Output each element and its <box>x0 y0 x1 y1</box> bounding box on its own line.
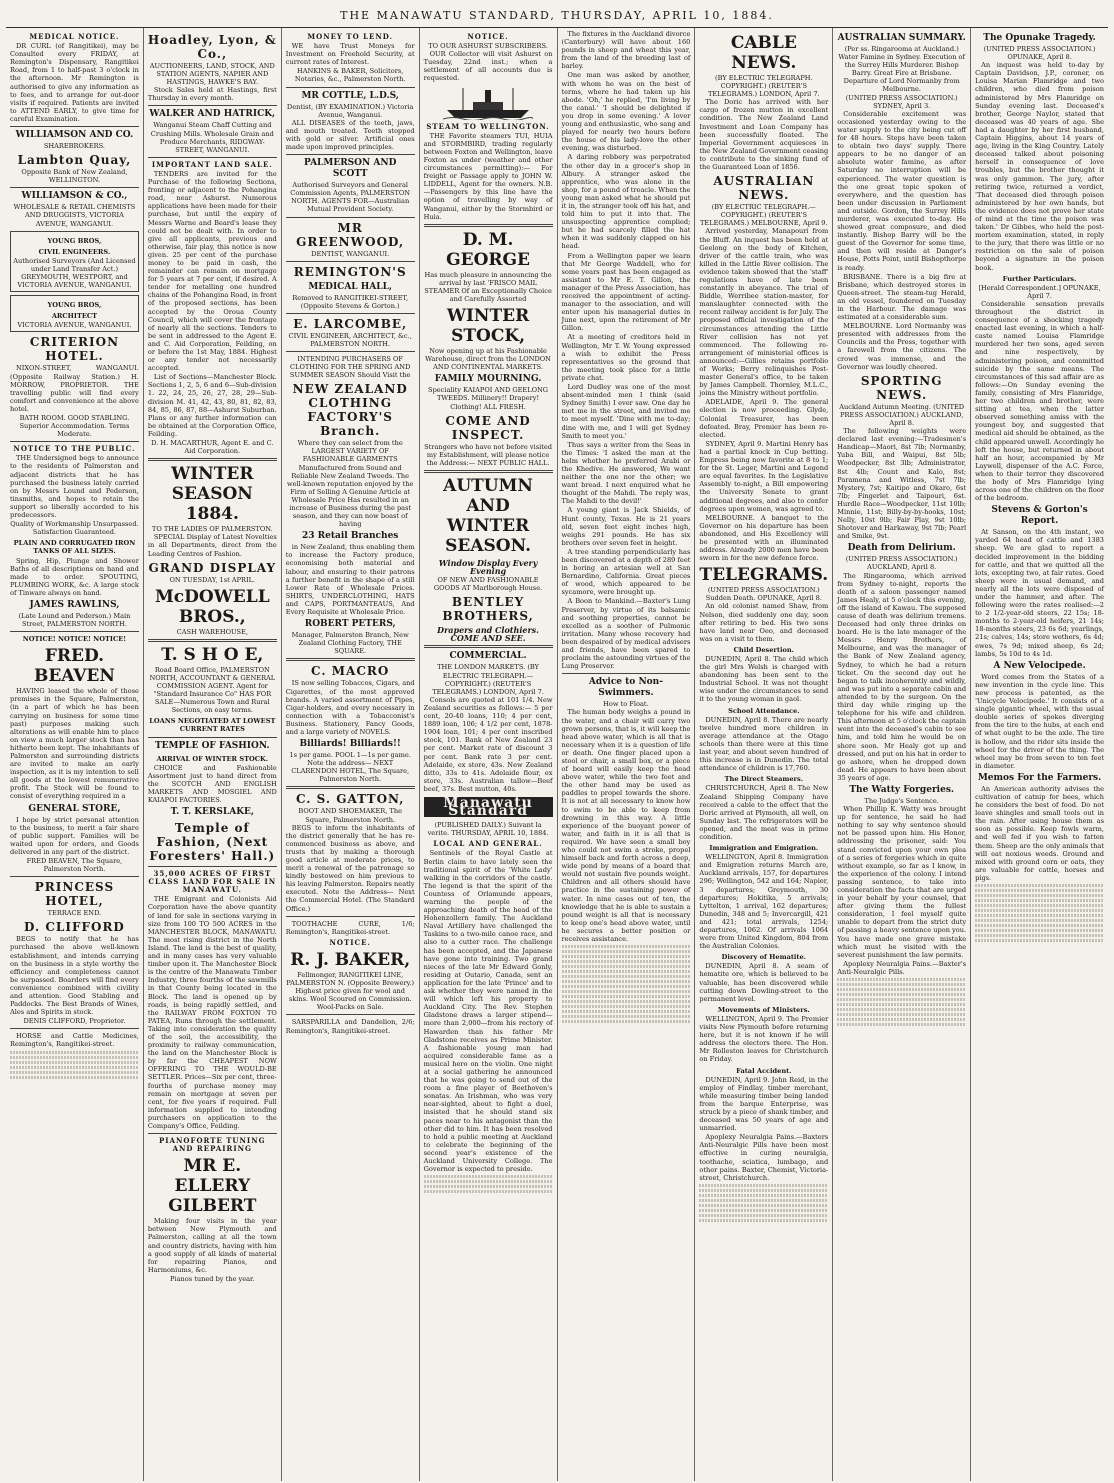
divider <box>424 224 553 227</box>
australian-news-sub: (BY ELECTRIC TELEGRAPH.—COPYRIGHT.) (REUTER'S TELEGRAMS.) MELBOURNE, April 9. <box>700 203 828 228</box>
mcdowell-heading: McDOWELL BROS., <box>154 586 270 627</box>
sporting-heading: SPORTING NEWS. <box>860 373 943 402</box>
young-bros-title-2: YOUNG BROS, <box>47 301 102 310</box>
news-para-0: The fixtures in the Auckland divorce (Canterbury) will have about 160 pounds in sheep and wheat this year, from the land of the breeding last of barley. <box>561 30 691 71</box>
divider <box>424 645 553 648</box>
swimmers-heading: Advice to Non-Swimmers. <box>588 677 663 699</box>
divider <box>286 217 415 218</box>
clothing-body: Where they can select from the LARGEST VARIETY OF FASHIONABLE GARMENTS Manufactured from Sound and Reliable New Zealand Tweeds. The well-known reputation enjoyed by the Firm of Selling A Genuine Article at Wholesale Price Has resulted in an increase of Business during the past season, and they can now boast of having <box>287 439 414 529</box>
immigration-body: WELLINGTON, April 8. Immigration and Emigration returns March are, Auckland arrivals, 157, for departures 296; Wellington, 542 and 164; Napier, 3 departures; Greymouth, 30 departures; Hokitika, 5 arrivals; Lyttelton, 1 arrival, 162 departures; Dunedin, 348 and 5; Invercargill, 421 and 421; total arrivals, 1254; departures, 1062. Of arrivals 1064 were from United Kingdom, 804 from the Australian Colonies. <box>699 853 829 951</box>
lambton-sub: Opposite Bank of New Zealand, WELLINGTON. <box>21 168 128 185</box>
architect-label: ARCHITECT <box>51 312 98 321</box>
normanby-body: MELBOURNE. Lord Normanby was presented with addresses from the Councils and the Press, together with a farewell from the citizens. The crowd was immense, and the Governor was loudly cheered. <box>837 322 967 371</box>
temple-sub: ARRIVAL OF WINTER STOCK. <box>156 754 269 763</box>
divider <box>148 639 277 642</box>
delirium-heading: Death from Delirium. <box>847 543 956 554</box>
stevens-gorton-heading: Stevens & Gorton's Report. <box>991 505 1088 527</box>
palmerson-scott-body: Authorised Surveyors and General Commission Agents, PALMERSTON NORTH. AGENTS FOR—Australian Mutual Provident Society. <box>290 181 411 214</box>
window-display: Window Display Every Evening <box>438 557 538 576</box>
money-lend-signature: HANKINS & BAKER, Solicitors, Notaries, &c., Palmerston North. <box>294 67 406 84</box>
text-filler <box>975 884 1104 942</box>
desertion-heading: Child Desertion. <box>733 645 794 654</box>
gatton-heading: C. S. GATTON, <box>295 792 405 807</box>
opunake-heading: The Opunake Tragedy. <box>983 33 1096 43</box>
text-filler <box>10 1051 139 1079</box>
summary-heading: AUSTRALIAN SUMMARY. <box>837 33 966 43</box>
acres-body: THE Emigrant and Colonists Aid Corporation have the above quantity of land for sale in sections varying in size from 100 TO 500 ACRES in the MANCHESTER BLOCK, MANAWATU. The most rising district in the North Island. The land is the best of quality, and in many cases has very valuable timber upon it. The Manchester Block is the centre of the Manawatu Timber Industry, three fourths of the sawmills in that County being located in the Block. The land is opened up by roads, is being rapidly settled, and the RAILWAY FROM FOXTON TO PATEA, Runs through the settlement. Taking into consideration the quality of the soil, the accessibility, the proximity to railway communication, the land on the Manchester Block is by far the CHEAPEST NOW OFFERING TO THE WOULD-BE SETTLER. Prices—Six per cent, three-fourths of purchase money may remain on mortgage at seven per cent, for five years if required. Full information supplied to intending purchasers on application to the Company's Office, Feilding. <box>147 895 277 1130</box>
medical-notice-heading: MEDICAL NOTICE. <box>29 32 120 41</box>
australian-news-heading: AUSTRALIAN NEWS. <box>713 174 815 203</box>
larcombe-sub: CIVIL ENGINEER, ARCHITECT, &c., PALMERSTON NORTH. <box>288 331 412 348</box>
farmers-heading: Memos For the Farmers. <box>977 772 1102 783</box>
forgeries-heading: The Watty Forgeries. <box>849 784 955 795</box>
gilbert-body: Making four visits in the year between New Plymouth and Palmerston, calling at all the town and country districts, having with him a good supply of all kinds of material for repairing Pianos, and Harmoniums, &c. <box>147 1217 277 1274</box>
kerslake-sub: Temple of Fashion, (Next Foresters' Hall.) <box>149 821 276 864</box>
summary-dateline: (UNITED PRESS ASSOCIATION.) SYDNEY, April 3. <box>845 93 958 110</box>
column-5 <box>558 28 696 1481</box>
divider <box>10 441 139 442</box>
cable-news-sub: (BY ELECTRIC TELEGRAPH. COPYRIGHT.) (REUTER'S TELEGRAMS.) LONDON, April 7. <box>707 74 820 99</box>
cable-news-heading: CABLE NEWS. <box>730 33 797 73</box>
news-para-4: At a meeting of creditors held in Wellington, Mr T. W. Young expressed a wish to exhibit the Press representatives so the ground that the meeting took place for a little private chat. <box>561 333 691 382</box>
greenwood-sub: DENTIST, WANGANUI. <box>311 249 390 258</box>
news-para-1: One man was asked by another, with whom he was on the best of terms, where he had taken up his abode. 'Oh,' he replied, 'I'm living by the canal.' 'I should be delighted if you drop in some evening.' A lover young and enthusiastic, who sang and played for nearly two hours before the house of his lady-love the other evening, was disturbed. <box>561 71 691 153</box>
toothache-ad: TOOTHACHE CURE, 1/6; Remington's, Rangitikei-street. <box>285 919 415 936</box>
divider <box>10 1028 139 1029</box>
news-para-2: A daring robbery was perpetrated the other day in a grocer's shop in Albury. A stranger asked the apprentice, who was alone in the shop, for a pound of treacle. When the young man asked what he should put it in, the stranger took off his hat, and told him to put it into that. The unsuspecting apprentice complied; but he had scarcely filled the hat when it was suddenly clapped on his head. <box>561 153 691 251</box>
adelaide-body: ADELAIDE, April 9. The general election is now proceeding. Glyde, Colonial Treasurer, has been defeated. Bray, Premier has been re-elected. <box>699 398 829 439</box>
local-general-body: Sentinels of the Royal Castle at Berlin claim to have lately seen the traditional spirit of the 'White Lady' walking in the corridors of the castle. The legend is that the spirit of the Countess of Orlamunde appears, warning the people of the approaching death of the head of the Hohenzollern family. The Auckland Naval Artillery have challenged the Taskins to a two-mile canoe race, and also to a cutter race. The challenge has been accepted, and the Japanese have gone into training. Two grand nieces of the late Mr Edward Gonly, residing at Outario, Canada, sent an application for the late 'Prince' and to ask whether they were named in the will which left his property to Auckland City. The Rev. Stephen Gladstone draws a larger stipend—more than 2,000—from his rectory of Hawarden than his father Mr Gladstone receives as Prime Minister. A fashionable young man had acquired considerable fame as a musical hero on the violin. One night at a social gathering he announced that he was going to send out of the room a fine player of Beethoven's sonatas. An Irishman, who was very near-sighted, about to fight a duel, insisted that he should stand six paces near to his antagonist than the other did to him. It has been resolved to hold a public meeting at Auckland to celebrate the beginning of the second year's existence of the Auckland University College. The Governor is expected to preside. <box>423 849 553 1174</box>
criterion-body: NIXON-STREET, WANGANUI. (Opposite Railway Station.) H. MORROW, PROPRIETOR. THE travelling public will find every comfort and convenience at the above hotel. <box>10 364 139 413</box>
text-filler <box>699 1184 828 1222</box>
divider <box>10 187 139 188</box>
divider <box>148 1133 277 1134</box>
telegrams-heading: TELEGRAMS. <box>699 565 829 586</box>
swimmers-sub: How to Float. <box>603 700 649 709</box>
delirium-body: The Ringarooma, which arrived from Sydney to-night, reports the death of a saloon passenger named James Healy, at 5 o'clock this evening, off the island of Kawau. The supposed cause of death was delirium tremens. Deceased had only three drinks on board. He is the late manager of the Messrs Henry Brothers, of Melbourne, and was the manager of the Bank of New Zealand agency, Sydney, to which he had a return ticket. On the second day out he began to talk incoherently and wildly, and was put into a separate cabin and attended to by the surgeon. On the third day while ringing up the telephone for his wife and children. This afternoon at 5 o'clock the captain went into the deceased's cabin to see him, and told him he would be on shore soon. Mr Healy got up and dressed, and put on his hat in order to go ashore, when he dropped down dead. He appears to have been about 35 years of age. <box>837 571 967 782</box>
gilbert-heading: MR E. ELLERY GILBERT <box>168 1156 257 1217</box>
farmers-body: An American authority advises the cultivation of catnip for bees, which he considers the best of food. Do not leave shingles and small tools out in the rain. After using house them as soon as possible. Keep fowls warm, and well fed if you wish to fatten them. Sheep are the only animals that will eat noxious weeds. Ground and mixed with ground corn or oats, they are valuable for cattle, horses and pigs. <box>975 784 1104 882</box>
news-para-8: A tree standing perpendicularly has been discovered at a depth of 289 feet in boring an artesian well at San Bernardino, California. Great pieces of wood, which appeared to be sycamore, were brought up. <box>561 547 691 597</box>
clifford-heading: D. CLIFFORD <box>24 920 125 935</box>
tanks-heading: PLAIN AND CORRUGATED IRON TANKS OF ALL SIZES. <box>13 539 136 556</box>
fatal-accident-heading: Fatal Accident. <box>736 1066 792 1075</box>
retail-branches-heading: 23 Retail Branches <box>302 531 399 542</box>
summary-topics: Water Famine in Sydney. Execution of the Surrey Hills Murderer. Bishop Barry. Great Fire at Brisbane. Departure of Lord Normanby from Melbourne. <box>838 53 965 94</box>
acres-heading: 35,000 ACRES OF FIRST CLASS LAND FOR SALE IN MANAWATU. <box>148 869 277 895</box>
steamers-body: CHRISTCHURCH, April 8. The New Zealand Shipping Company have received a cable to the effect that the Doric arrived at Plymouth, all well, on Sunday last. The refrigerators will be opened, and the meat was in prime condition. <box>699 784 829 841</box>
princess-hotel-heading: PRINCESS HOTEL, <box>34 880 115 909</box>
land-sale-body: TENDERS are invited for the Purchase of the following Sections, fronting or adjacent to the Pohangina road, near Ashurst. Numerous applications have been made for their purchase, but until the expiry of Messrs Warne and Beard's lease they could not be dealt with. In order to give all applicants, previous and otherwise, fair play, this notice is now given. 25 per cent of the purchase money to be paid in cash, the remainder can remain on mortgage for 5 years at 7 per cent, if desired. A tender for metalling one hundred chains of the Pohangina Road, in front of the proposed sections, has been accepted by the Oroua County Council, which will cover the frontage of nearly all the sections. Tenders to be sent in addressed to the Agent E. and C. Aid Corporation, Feilding, on or before the 1st May, 1884. Highest or any tender not necessarily accepted. <box>147 169 277 373</box>
kerslake-heading: T. T. KERSLAKE, <box>170 807 255 818</box>
williamson-chem-sub: WHOLESALE & RETAIL CHEMISTS AND DRUGGISTS, VICTORIA AVENUE, WANGANUI. <box>13 203 136 228</box>
standard-sub: (PUBLISHED DAILY.) Suivant la verite. THURSDAY, APRIL 10, 1884. <box>427 821 549 838</box>
palmerson-scott-heading: PALMERSON AND SCOTT <box>303 158 397 180</box>
news-para-5: Lord Dudley was one of the most absent-minded men I think (said Sydney Smith) I ever saw. One day he met me in the street, and invited me to meet myself. 'Dine with me to-day; dine with me, and I will get Sydney Smith to meet you.' <box>561 383 691 440</box>
marlborough-body: OF NEW AND FASHIONABLE GOODS AT Marlborough House. <box>433 576 543 593</box>
neuralgia-ad: Apoplexy Neuralgia Pains.—Baxters Anti-Neuralgic Pills have been most effective in curing neuralgia, toothache, sciatica, lumbago, and other pains. Baxter, Chemist, Victoria-street, Christchurch. <box>699 1133 829 1182</box>
divider <box>286 261 415 262</box>
divider <box>286 351 415 352</box>
hoadley-sub: AUCTIONEERS, LAND, STOCK, AND STATION AGENTS, NAPIER AND HASTINGS, HAWKE'S BAY. <box>149 62 275 87</box>
forgeries-body: When Phillip K. Watty was brought up for sentence, he said he had nothing to say why sentence should not be passed upon him. His Honor, addressing the prisoner, said: You stand convicted upon your own plea of a series of forgeries which in quite without example, so far as I know, in the experience of the colony. I intend passing sentence, to take into consideration the facts that are urged in your behalf by your counsel, that after giving them the fullest consideration, I feel myself quite unable to depart from the strict duty of passing a heavy sentence upon you. You have made one grave mistake which must be visited with the severest punishment the law permits. <box>837 805 967 959</box>
ministers-heading: Movements of Ministers. <box>717 1005 810 1014</box>
divider <box>286 786 415 789</box>
divider <box>10 876 139 877</box>
sydney-body: SYDNEY, April 9. Martini Henry has had a partial knock in Cup betting. Empress being now favorite at 8 to 1; for the St. Leger, Martini and Legend are equal favorites. In the Legislative Assembly to-night, a Bill empowering the University Senate to grant additional degrees, and also to confer degrees upon women, was agreed to. <box>699 439 829 513</box>
divider <box>148 458 277 461</box>
george-body: Has much pleasure in announcing the arrival by last 'FRISCO MAIL STEAMER Of an Exceptionally Choice and Carefully Assorted <box>424 270 552 303</box>
remington-heading: REMINGTON'S <box>293 264 407 279</box>
steam-body: THE Favorite steamers TUI, HUIA and STORMBIRD, trading regularly between Foxton and Wellington, leave Foxton as under (weather and other circumstances permitting):— For freight or Passage apply to JOHN W. LIDDELL, Agent for the owners. N.B.—Passengers by this line have the option of travelling by way of Wanganui, either by the Stormbird or Huia. <box>423 131 553 221</box>
criterion-amenities: BATH ROOM. GOOD STABLING. Superior Accommodation. Terms Moderate. <box>19 414 130 439</box>
sporting-body: The following weights were declared last evening:—Tradesmen's Handicap—Maori, 8st 7lb; Normanby, Yuba Bill, and Waipui, 8st 5lb; Woodpecker, 8st 3lb; Administrator, 8st 4lb; Count and Kalo, 8st; Paramena and Witless, 7st 7lb; Mystery, 7st; Kaitipo and Okaro, 6st 7lb; Fingerlet and Taipouri, 6st. Hurdle Race—Woodpecker, 11st 10lb; Minnie, 11st; Billy-by-by-hooks, 10st; Nelly, 10st 9lb; Fair Play, 9st 10lb; Shotover and Harkaway, 9st 7lb; Pearl and Smike, 9st. <box>837 427 967 541</box>
local-general-heading: LOCAL AND GENERAL. <box>433 839 543 849</box>
columns <box>6 28 1108 1481</box>
land-sale-sections: List of Sections—Manchester Block. Sections 1, 2, 5, 6 and 6—Sub-division 1. 22, 24, 25, 26, 27, 28, 29—Sub-division M. 41, 42, 43, 80, 81, 82, 83, 84, 85, 86, 87, 88—Ashurst Suburban. Plans or any further information can be obtained at the Corporation Office, Feilding. <box>147 373 277 438</box>
divider <box>286 154 415 155</box>
column-1 <box>6 28 144 1481</box>
steam-heading: STEAM TO WELLINGTON. <box>426 121 550 131</box>
cottle-sub: Dentist, (BY EXAMINATION.) Victoria Avenue, Wanganui. <box>286 102 414 119</box>
williamson-heading: WILLIAMSON AND CO. <box>15 130 134 141</box>
billiards-heading: Billiards! Billiards!! <box>299 739 401 750</box>
divider <box>10 126 139 127</box>
loans-heading: LOANS NEGOTIATED AT LOWEST CURRENT RATES <box>149 717 276 734</box>
medical-notice-body: DR CURL (of Rangitikei), may be Consulted every FRIDAY, at Remington's Dispensary, Rangitikei Road, from 1 to half-past 3 o'clock in the afternoon. Mr Remington is authorised to give any information as to fees, and to arrange for out-door visits if required. Patients are invited to ATTEND EARLY, to give time for careful Examination. <box>10 42 139 123</box>
sudden-death-body: An old colonist named Shaw, from Nelson, died suddenly one day, soon after retiring to bed. His two sons have land near Oeo, and deceased was on a visit to them. <box>699 602 829 643</box>
winter-season-heading: WINTER SEASON 1884. <box>171 464 254 525</box>
young-bros-box <box>10 231 139 293</box>
text-filler <box>837 978 966 1026</box>
column-7 <box>833 28 971 1481</box>
divider <box>286 1014 415 1015</box>
column-4 <box>420 28 558 1481</box>
gilbert-note: Pianos tuned by the year. <box>170 1274 255 1283</box>
column-3 <box>282 28 420 1481</box>
forgeries-sub: The Judge's Sentence. <box>864 796 939 805</box>
neuralgia-ad-2: Apoplexy Neuralgia Pains.—Baxter's Anti-Neuralgic Pills. <box>837 959 967 976</box>
peters-heading: ROBERT PETERS, <box>304 619 396 630</box>
divider <box>424 470 553 473</box>
notice-ashurst-body: OUR Collector will visit Ashurst on Tuesday, 22nd inst.; when a settlement of all accounts due is requested. <box>423 50 553 83</box>
grand-display-date: ON TUESDAY, 1st APRIL. <box>169 575 256 584</box>
divider <box>286 313 415 314</box>
notice-public-heading: NOTICE TO THE PUBLIC. <box>13 444 136 454</box>
hematite-heading: Discovery of Hematite. <box>721 953 806 962</box>
general-store-body: I hope by strict personal attention to the business, to merit a fair share of public support. Families will be waited upon for orders, and Goods delivered in any part of the district. <box>10 815 139 856</box>
australian-news-body: Arrived yesterday, Manapouri from the Bluff. An inquest has been held at Geelong on the body of Kitchen, driver of the cattle train, who was killed in the Little River collision. The evidence taken showed that the 'staff' regulations have of late been constantly in abeyance. The trial of Biddle, Werribee station-master, for manslaughter connected with the recent railway accident is for July. The proposed official investigation of the circumstances attending the Little River collision has not yet commenced. The following re-arrangement of ministerial offices is announced:—Gillies retains portfolio of Works; Berry relinquishes Post-master General's office, to be taken by James Campbell. Thornley, M.L.C., joins the Ministry without portfolio. <box>699 227 829 398</box>
news-para-9: A Boon to Mankind.—Baxter's Lung Preserver, by virtue of its balsamic and soothing properties, cannot be excelled as a soother of Pulmonic irritation. Many whose recovery had been despaired of by medical advisers and friends, have been spared to proclaim the astounding virtues of the Lung Preserver. <box>561 597 691 671</box>
hematite-body: DUNEDIN, April 8. A seam of hematite ore, which is believed to be valuable, has been discovered while cutting down Dowling-street to the permanent level. <box>699 962 829 1003</box>
piano-heading: PIANOFORTE TUNING AND REPAIRING <box>159 1136 266 1154</box>
gatton-body: BEGS to inform the inhabitants of the district generally that he has re-commenced business as above, and trusts that by making a thorough good article at moderate prices, to merit a renewal of the patronage so kindly bestowed on him previous to his leaving Palmerston. Repairs neatly executed. Note the Address— Next the Commercial Hotel. (The Standard Office.) <box>285 823 415 913</box>
clifford-signature: DENIS CLIFFORD, Proprietor. <box>23 1017 126 1026</box>
stevens-gorton-body: At Sanson, on the 4th instant, we yarded 64 head of cattle and 1383 sheep. We are glad to report a decided improvement in the bidding for cattle, and that we quitted all the lots, excepting two, at fair rates. Good sheep were in usual demand, and nearly all the lots were disposed of under the hammer, and after. The following were the rates realised:—2 to 2 1/2-year-old steers, 22 15s; 18-months to 2-year-old heifers, 21 14s; 18-months steers, 23 6s 6d; yearlings, 21s; calves, 14s; store wethers, 6s 4d; ewes, 7s 9d; mixed sheep, 6s 2d; lambs, 5s 10d to 4s 1d. <box>975 528 1104 658</box>
rawlins-sub: (Late Lound and Pederson.) Main Street, PALMERSTON NORTH. <box>18 611 131 629</box>
swimmers-body: The human body weighs a pound in the water, and a chair will carry two grown persons, that is, it will keep the head above water, which is all that is necessary when it is a question of life or death. One finger placed upon a stool or chair, a small box, or a piece of board will easily keep the head above water, while the two feet and the other hand may be used as paddles to propel towards the shore. It is not at all necessary to know how to swim to be able to keep from drowning in this way. A little experience of the buoyant power of water, and faith in it is all that is required. We have seen a small boy who could not swim a stroke, propel himself back and forth across a deep, wide pond by means of a board that would not sustain five pounds weight. Children and all others should have practice in the sustaining power of water. In nine cases out of ten, the knowledge that he is able to sustain a pound weight is all that is necessary to keep one's head above water, until he secures a better position or receives assistance. <box>561 708 691 944</box>
autumn-heading: AUTUMN AND WINTER SEASON. <box>443 475 533 556</box>
criterion-heading: CRITERION HOTEL. <box>29 335 120 364</box>
news-para-3: From a Wellington paper we learn that Mr George Waddell, who for some years past has been engaged as assistant to Mr E. T. Gillon, the manager of the Press Association, has received the appointment of acting-manager to the association, and will enter upon his managerial duties in June next, upon the retirement of Mr Gillon. <box>561 251 691 333</box>
winter-season-sub: TO THE LADIES OF PALMERSTON. <box>151 525 273 534</box>
news-para-7: A young giant is Jack Shields, of Hunt county, Texas. He is 21 years old, seven feet eight inches high, weighs 291 pounds. He has six brothers over seven feet in height. <box>561 506 691 547</box>
winter-season-body: SPECIAL Display of Latest Novelties in all Departments, direct from the Leading Centres of Fashion. <box>147 533 277 558</box>
notice-ashurst-sub: TO OUR ASHURST SUBSCRIBERS. <box>428 42 548 51</box>
immigration-heading: Immigration and Emigration. <box>709 844 819 853</box>
notice-triple-heading: NOTICE! NOTICE! NOTICE! <box>22 635 127 644</box>
attendance-body: DUNEDIN, April 8. There are nearly twelve hundred more children in average attendance at the Otago schools than there were at this time last year, and about seven hundred of this increase is in Dunedin. The total attendance of children is 17,760. <box>699 715 829 773</box>
williamson-chem-heading: WILLIAMSON & CO., <box>21 191 128 202</box>
temple-body: CHOICE and Fashionable Assortment just to hand direct from the SCOTCH AND ENGLISH MARKETS AND MOSGIEL AND KAIAPOI FACTORIES. <box>147 763 277 804</box>
steamship-icon <box>443 86 533 120</box>
young-bros-engineers: CIVIL ENGINEERS. <box>38 247 111 256</box>
medical-hall-heading: MEDICAL HALL, <box>308 281 393 292</box>
land-sale-heading: IMPORTANT LAND SALE. <box>151 159 273 169</box>
horse-medicine-ad: HORSE and Cattle Medicines, Remington's, Rangitikei-street. <box>10 1032 139 1049</box>
delirium-sub: (UNITED PRESS ASSOCIATION.) AUCKLAND, April 8. <box>845 555 958 572</box>
masthead: THE MANAWATU STANDARD, THURSDAY, APRIL 10, 1884. <box>6 6 1108 28</box>
cable-news-body: The Doric has arrived with her cargo of frozen mutton in excellent condition. The New Zealand Land Investment and Loan Company has been successfully floated. The Imperial Government acquiesces in the New Zealand Government ceasing to contribute to the sinking fund of the Guaranteed Loan of 1856. <box>699 98 829 172</box>
money-lend-body: WE have Trust Moneys for Investment on Freehold Security, at current rates of Interest. <box>285 42 415 67</box>
velocipede-body: Word comes from the States of a new invention in the cycle line. This new process is patented, as the 'Unicycle Velocipede.' It consists of a single gigantic wheel, with the usual double series of spokes diverging from the tire to the hubs, at each end of what ought to be the axle. The tire is hollow, and the rider sits inside the wheel for the driver of the thing. The wheel may be from seven to ten feet in diameter. <box>975 672 1104 770</box>
divider <box>286 87 415 88</box>
commercial-body: Consols are quoted at 101 1/4. New Zealand securities as follows:— 5 per cent, 20-40 loans, 110; 4 per cent, 1889 loan, 106; 4 1/2 per cent, 1878-1904 loan, 101; 4 per cent inscribed stock, 101. Bank of New Zealand 23 per cent. Market rate of discount 3 per cent. Bank rate 3 per cent. Adelaide, ex store, 43s. New Zealand ditto, 33s to 41s. Adelaide flour, ex store, 33s. Australian tallow—Beef beef, 37s. Best mutton, 40s. <box>423 695 553 793</box>
george-heading: D. M. GEORGE <box>446 229 530 270</box>
commercial-sub: THE LONDON MARKETS. (BY ELECTRIC TELEGRAPH.—COPYRIGHT.) (REUTER'S TELEGRAMS.) LONDON, April 7. <box>432 663 544 696</box>
sporting-sub: Auckland Autumn Meeting. (UNITED PRESS ASSOCIATION.) AUCKLAND, April 8. <box>839 402 965 427</box>
cottle-heading: MR COTTLE, L.D.S, <box>301 90 399 101</box>
divider <box>148 866 277 867</box>
bentley-sub: Drapers and Clothiers. COME AND SEE. <box>437 625 539 644</box>
rawlins-heading: JAMES RAWLINS, <box>29 599 120 610</box>
divider <box>286 916 415 917</box>
retail-branches-body: in New Zealand, thus enabling them to increase the Factory produce, economising both material and labour, and ensuring to their patrons a further benefit in the shape of a still Lower Rate of Wholesale Prices. SHIRTS, UNDERCLOTHING, HATS and CAPS, PORTMANTEAUS, And Every Requisite at Wholesale Price. <box>285 543 415 617</box>
further-body: Considerable sensation prevails throughout the district in consequence of a shocking tragedy enacted last evening, in which a half-caste named Louisa Flamridge murdered her two sons, aged seven and nine respectively, by administering poison, and committed suicide by the same means. The circumstances of this sad affair are as follows:—On Sunday evening the family, consisting of Mrs Flamridge, her two children and brother, were sitting at tea, when the latter observed something amiss with the youngest boy, and suggested that medical aid should be obtained, as the child appeared unwell. Accordingly he left the house, but returned in about half an hour, accompanied by Mr Laywell, dispenser of the A.C. Force, when to their terror they discovered the body of Mrs Flamridge lying across one of the children on the floor of the bedroom. <box>975 299 1104 503</box>
winter-stock-body: Now opening up at his Fashionable Warehouse, direct from the LONDON AND CONTINENTAL MARKETS. <box>425 347 551 372</box>
notice-public-body: THE Undersigned begs to announce to the residents of Palmerston and adjacent districts that he has purchased the business lately carried on by Messrs Lound and Pederson, tinsmiths, and hopes to retain the support so liberally accorded to his predecessors. <box>10 454 139 520</box>
column-6 <box>695 28 833 1481</box>
steamers-heading: The Direct Steamers. <box>724 775 803 784</box>
clifford-body: BEGS to notify that he has purchased the above well-known establishment, and intends carrying on the business in a style worthy the efficiency and completeness cannot be surpassed. Boarders will find every convenience combined with civility and attention. Good Stabling and Paddocks. The Best Brands of Wines, Ales and Spirits in stock. <box>10 935 139 1017</box>
mourning-heading: FAMILY MOURNING. <box>434 374 542 385</box>
commercial-heading: COMMERCIAL. <box>449 651 527 662</box>
money-lend-heading: MONEY TO LEND. <box>307 32 394 41</box>
divider <box>286 658 415 661</box>
baker-body: Fellmonger, RANGITIKEI LINE, PALMERSTON N. (Opposite Brewery.) Highest price given for wool and skins. Wool Scoured on Commission. Wool-Packs on Sale. <box>286 970 415 1012</box>
young-bros-details: Authorised Surveyors (And Licensed under Land Transfer Act.) GREYMOUTH, WESTPORT, and VICTORIA AVENUE, WANGANUI. <box>13 256 136 290</box>
telegrams-sub: (UNITED PRESS ASSOCIATION.) Sudden Death. OPUNAKE, April 8. <box>705 586 822 603</box>
clothing-intro: INTENDING PURCHASERS OF CLOTHING FOR THE SPRING AND SUMMER SEASON Should Visit the <box>289 354 411 380</box>
desertion-body: DUNEDIN, April 8. The child which the girl Mrs Welsh is charged with abandoning has been sent to the Industrial School. It was not thought wise under the circumstances to send it to the young woman in gaol. <box>699 655 829 704</box>
notice-heading: NOTICE. <box>329 937 371 947</box>
beaven-body: HAVING leased the whole of those premises in the Square, Palmerston, (in a part of which he has been carrying on business for some time past) purposes making such alterations as will enable him to place on view a much larger stock than has hitherto been kept. The inhabitants of Palmerston and surrounding districts are invited to make an early inspection, as it is my intention to sell all goods at the lowest remunerative profit. The Stock will be found to consist of everything required in a <box>10 687 139 801</box>
gatton-sub: BOOT AND SHOEMAKER, The Square, Palmerston North. <box>298 807 402 824</box>
divider <box>148 737 277 738</box>
sydney-water-body: Considerable excitement was occasioned yesterday owing to the water supply to the city being cut off for 48 hours. Steps have been taken to obtain two days' supply. There appears to be no danger of an absolute water famine, as after Saturday no interruption will be experienced. The water question is the one great topic spoken of everywhere, and the question has been under discussion in Parliament and outside. Gordon, the Surrey Hills murderer, was executed to-day. He showed great composure, and died instantly. Bishop Barry will be the guest of the Governor for some time, and then will reside at Danger's House, Potts Point, until Bishopthorpe is ready. <box>837 109 967 272</box>
column-2 <box>144 28 282 1481</box>
baker-heading: R. J. BAKER, <box>290 949 411 970</box>
tanks-body: Spring, Hip, Plunge and Shower Baths of all descriptions on hand and made to order. SPOUTING, PLUMBING WORK, &c. A large stock of Tinware always on hand. <box>10 556 139 597</box>
beaven-signature: FRED BEAVEN, The Square, Palmerston North. <box>26 857 123 874</box>
williamson-sub: SHAREBROKERS. <box>43 142 105 151</box>
brisbane-fire-body: BRISBANE. There is a big fire at Brisbane, which destroyed stores in Queen-street. The steam-tug Herald, an old vessel, foundered on Tuesday in the Harbour. The damage was estimated at a considerable sum. <box>837 272 967 322</box>
cottle-body: ALL DISEASES of the teeth, jaws, and mouth treated. Teeth stopped with gold or silver. Artificial ones made upon improved principles. <box>285 118 415 152</box>
princess-hotel-sub: TERRACE END. <box>47 909 102 918</box>
further-heading: Further Particulars. <box>1002 274 1077 283</box>
divider <box>10 631 139 632</box>
bentley-heading: BENTLEY BROTHERS, <box>442 595 534 624</box>
macro-body: IS now selling Tobaccos, Cigars, and Cigarettes, of the most approved brands. A varied assortment of Pipes, Cigar-holders, and every necessary in connection with a Tobacconist's Business. Stationery, Fancy Goods, and a large variety of NOVELS. <box>285 679 415 736</box>
text-filler <box>424 1175 553 1193</box>
notice-public-quality: Quality of Workmanship Unsurpassed. Satisfaction Guaranteed. <box>10 520 139 537</box>
opunake-body: An inquest was held to-day by Captain Davidson, J.P., coroner, on Louisa Marian Flamridge and two children, who died from poison administered by Mrs Flamridge on Sunday evening last. Deceased's brother, George Naylor, stated that deceased was 40 years of age. She had a daughter by her first husband, Captain Higgins, about 14 years of age, living in the King Country. Lately deceased talked about poisoning herself in consequence of love troubles, but the brother thought it was only gammon. The jury, after retiring twice, returned a verdict, 'That deceased died through poison administered by her own hands, but the evidence does not prove her state of mind at the time the poison was taken.' Dr Gibbes, who held the post-mortem examination, stated, in reply to the jury, that there was little or no restriction on the sale of poison beyond a signature in the poison book. <box>975 61 1104 272</box>
general-store-heading: GENERAL STORE, <box>28 803 121 814</box>
young-bros-architect-box <box>10 295 139 332</box>
further-sub: [Herald Correspondent.] OPUNAKE, April 7. <box>978 283 1101 300</box>
clothing-factory-heading: NEW ZEALAND CLOTHING FACTORY'S Branch. <box>292 382 408 439</box>
column-8 <box>971 28 1108 1481</box>
standard-masthead: Manawatu Standard <box>424 797 553 817</box>
sarsparilla-ad: SARSPARILLA and Dandelion, 2/6; Remington's, Rangitikei-street. <box>285 1018 415 1035</box>
shoe-body: Road Board Office, PALMERSTON NORTH, ACCOUNTANT & GENERAL COMMISSION AGENT. Agent for "Standard Insurance Co" HAS FOR SALE—Numerous Town and Rural Sections, on easy terms. <box>149 665 276 715</box>
macro-heading: C. MACRO <box>311 664 390 679</box>
young-bros-title: YOUNG BROS, <box>47 236 102 245</box>
opunake-sub: (UNITED PRESS ASSOCIATION.) OPUNAKE, April 8. <box>983 45 1096 62</box>
larcombe-heading: E. LARCOMBE, <box>293 316 408 331</box>
walker-hatrick-heading: WALKER AND HATRICK, <box>149 109 276 120</box>
architect-address: VICTORIA AVENUE, WANGANUI. <box>17 321 132 330</box>
melbourne-body: MELBOURNE. A banquet to the Governor on his departure has been abandoned, and His Excellency will be presented with an illuminated address. Already 2000 men have been sworn in for the new defence force. <box>699 513 829 563</box>
divider <box>562 673 691 674</box>
lambton-heading: Lambton Quay, <box>17 153 132 168</box>
hoadley-body: Stock Sales held at Hastings, first Thursday in every month. <box>147 86 277 103</box>
notice-ashurst-heading: NOTICE. <box>467 32 509 41</box>
peters-sub: Manager, Palmerston Branch, New Zealand Clothing Factory, THE SQUARE. <box>291 631 409 656</box>
billiards-sub: 1s per game. POOL 1—1s per game. Note the address— NEXT CLARENDON HOTEL, The Square, Palmerston North. <box>289 751 411 784</box>
mourning-sub: Speciality KAIAPOI AND GEELONG TWEEDS. Millinery!! Drapery! Clothing! ALL FRESH. <box>428 386 549 411</box>
beaven-heading: FRED. BEAVEN <box>33 646 115 687</box>
shoe-heading: T. S H O E, <box>161 644 264 665</box>
winter-stock-heading: WINTER STOCK, <box>446 306 530 347</box>
greenwood-heading: MR GREENWOOD, <box>296 220 405 249</box>
divider <box>148 157 277 158</box>
remington-body: Removed to RANGITIKEI-STREET, (Opposite Stevens & Gorton.) <box>292 293 409 310</box>
fatal-accident-body: DUNEDIN, April 9. John Reid, in the employ of Findlay, timber merchant, while measuring timber being landed from the barque Enterprise, was struck by a piece of shank timber, and deceased was 50 years of age and unmarried. <box>699 1075 829 1133</box>
land-sale-signature: D. H. MACARTHUR, Agent E. and C. Aid Corporation. <box>151 439 274 456</box>
grand-display-heading: GRAND DISPLAY <box>148 560 277 575</box>
inspect-body: Strangers who have not before visited my Establishment, will please notice the Address:— NEXT PUBLIC HALL. <box>424 442 552 467</box>
text-filler <box>562 945 691 1023</box>
attendance-heading: School Attendance. <box>728 706 800 715</box>
hoadley-heading: Hoadley, Lyon, & Co., <box>147 33 277 61</box>
news-para-6: Thus says a writer from the Seas in the Times: 'I asked the man at the helm whether he preferred Arabi or the Khedive. He answered, We want neither the one nor the other; we want bread. I next enquired what he thought of the Mahdi. The reply was, The Mahdi to the devil!' <box>561 440 691 506</box>
mcdowell-sub: CASH WAREHOUSE, <box>176 627 248 636</box>
ministers-body: WELLINGTON, April 9. The Premier visits New Plymouth before returning here, but it is not known if he will address the electors there. The Hon. Mr Rolleston leaves for Christchurch on Friday. <box>699 1014 829 1064</box>
walker-hatrick-body: Wanganui Steam Chaff Cutting and Crushing Mills. Wholesale Grain and Produce Merchants, RIDGWAY-STREET, WANGANUI. <box>150 121 274 154</box>
inspect-heading: COME AND INSPECT. <box>445 413 531 442</box>
velocipede-heading: A New Velocipede. <box>993 660 1086 671</box>
summary-sub: (Per ss. Ringarooma at Auckland.) <box>844 45 959 53</box>
divider <box>148 105 277 106</box>
temple-heading: TEMPLE OF FASHION. <box>154 740 270 751</box>
